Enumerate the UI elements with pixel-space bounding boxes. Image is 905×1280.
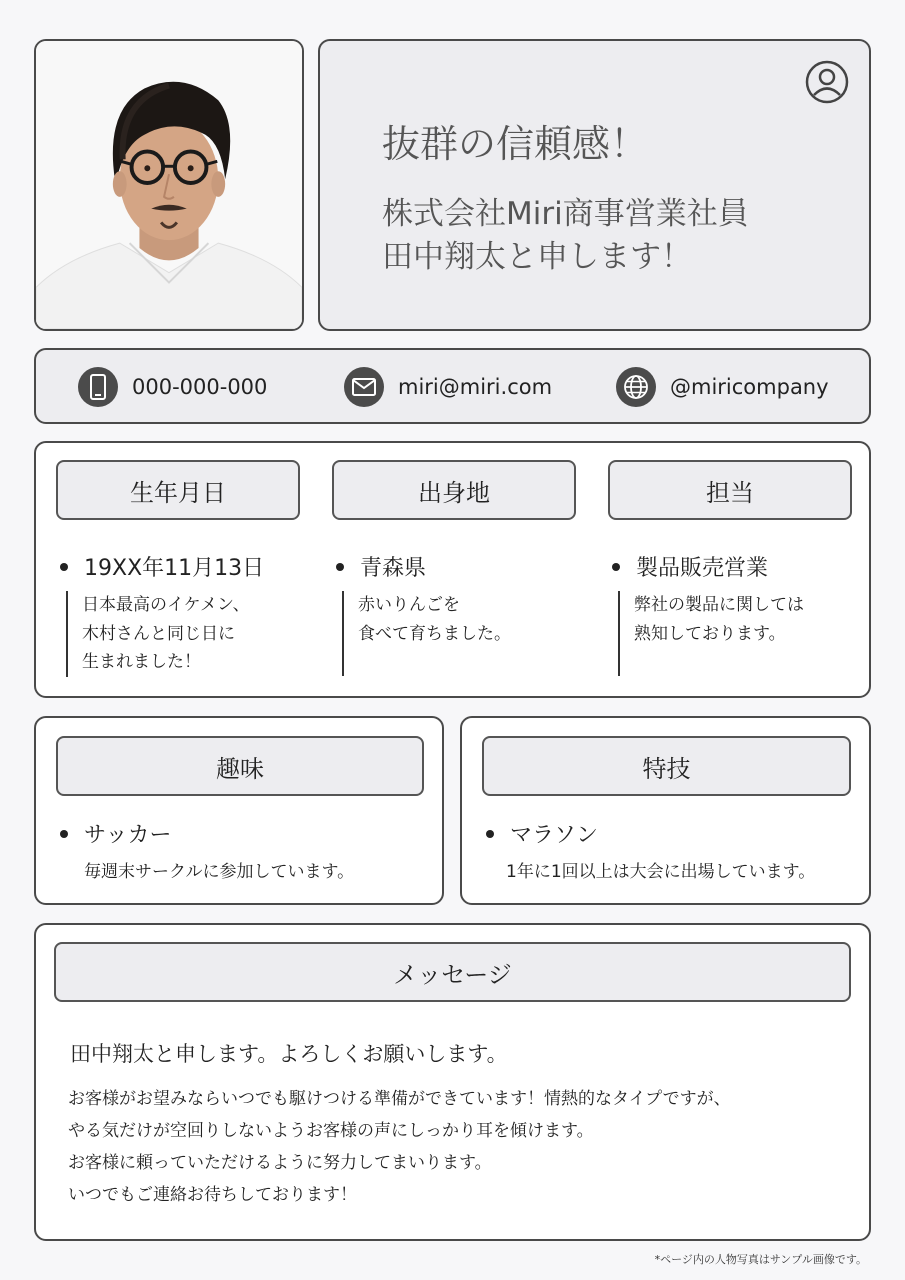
hobby-value-text: サッカー xyxy=(84,823,172,848)
birthday-description xyxy=(66,591,250,677)
desc-line: 熟知しております。 xyxy=(634,623,786,644)
desc-line: 食べて育ちました。 xyxy=(358,623,511,644)
desc-line: 日本最高のイケメン、 xyxy=(82,595,250,615)
desc-line: 弊社の製品に関しては xyxy=(634,595,804,615)
hobby-description: 毎週末サークルに参加しています。 xyxy=(84,862,355,882)
role-value-text: 製品販売営業 xyxy=(636,556,769,581)
role-description xyxy=(618,591,804,676)
skill-label: 特技 xyxy=(482,736,851,796)
birthday-value-text: 19XX年11月13日 xyxy=(84,556,265,581)
birthday-value xyxy=(60,551,264,582)
hometown-value xyxy=(336,551,426,582)
birthday-label: 生年月日 xyxy=(56,460,300,520)
skill-value-text: マラソン xyxy=(510,823,599,848)
headline-name: 田中翔太と申します！ xyxy=(382,239,692,275)
hometown-label: 出身地 xyxy=(332,460,576,520)
bullet-dot xyxy=(486,830,494,838)
contact-bar xyxy=(34,348,871,424)
contact-sns xyxy=(616,368,829,406)
hobby-value xyxy=(60,818,172,849)
headline-company: 株式会社Miri商事営業社員 xyxy=(382,196,749,232)
sns-handle[interactable]: @miricompany xyxy=(670,375,829,399)
bullet-dot xyxy=(336,563,344,571)
desc-line: 生まれました！ xyxy=(82,652,201,672)
smartphone-icon xyxy=(78,367,118,407)
hometown-value-text: 青森県 xyxy=(360,556,427,581)
profile-photo xyxy=(34,39,304,331)
role-label: 担当 xyxy=(608,460,852,520)
skill-value xyxy=(486,818,598,849)
message-line: いつでもご連絡お待ちしております！ xyxy=(68,1185,357,1205)
message-lead: 田中翔太と申します。よろしくお願いします。 xyxy=(70,1042,508,1066)
desc-line: 赤いりんごを xyxy=(358,595,460,615)
bullet-dot xyxy=(612,563,620,571)
person-portrait-image xyxy=(36,41,302,329)
skill-panel xyxy=(460,716,871,905)
headline-panel xyxy=(318,39,871,331)
contact-email xyxy=(344,368,552,406)
profile-info-panel xyxy=(34,441,871,698)
user-circle-icon xyxy=(805,60,849,104)
message-line: やる気だけが空回りしないようお客様の声にしっかり耳を傾けます。 xyxy=(68,1121,594,1141)
hobby-panel xyxy=(34,716,444,905)
bullet-dot xyxy=(60,830,68,838)
desc-line: 木村さんと同じ日に xyxy=(82,623,235,644)
message-label: メッセージ xyxy=(54,942,851,1002)
message-line: お客様に頼っていただけるように努力してまいります。 xyxy=(68,1153,492,1173)
message-line: お客様がお望みならいつでも駆けつける準備ができています！情熱的なタイプですが、 xyxy=(68,1089,731,1109)
hobby-label: 趣味 xyxy=(56,736,424,796)
photo-footnote: *ページ内の人物写真はサンプル画像です。 xyxy=(654,1253,867,1266)
mail-icon xyxy=(344,367,384,407)
email-address[interactable]: miri@miri.com xyxy=(398,375,553,399)
bullet-dot xyxy=(60,563,68,571)
globe-icon xyxy=(616,367,656,407)
headline-title: 抜群の信頼感！ xyxy=(382,122,649,166)
message-body xyxy=(68,1083,731,1211)
message-panel xyxy=(34,923,871,1241)
phone-number[interactable]: 000-000-000 xyxy=(132,375,268,399)
skill-description: 1年に1回以上は大会に出場しています。 xyxy=(506,862,816,882)
hometown-description xyxy=(342,591,511,676)
role-value xyxy=(612,551,768,582)
contact-phone xyxy=(78,368,267,406)
